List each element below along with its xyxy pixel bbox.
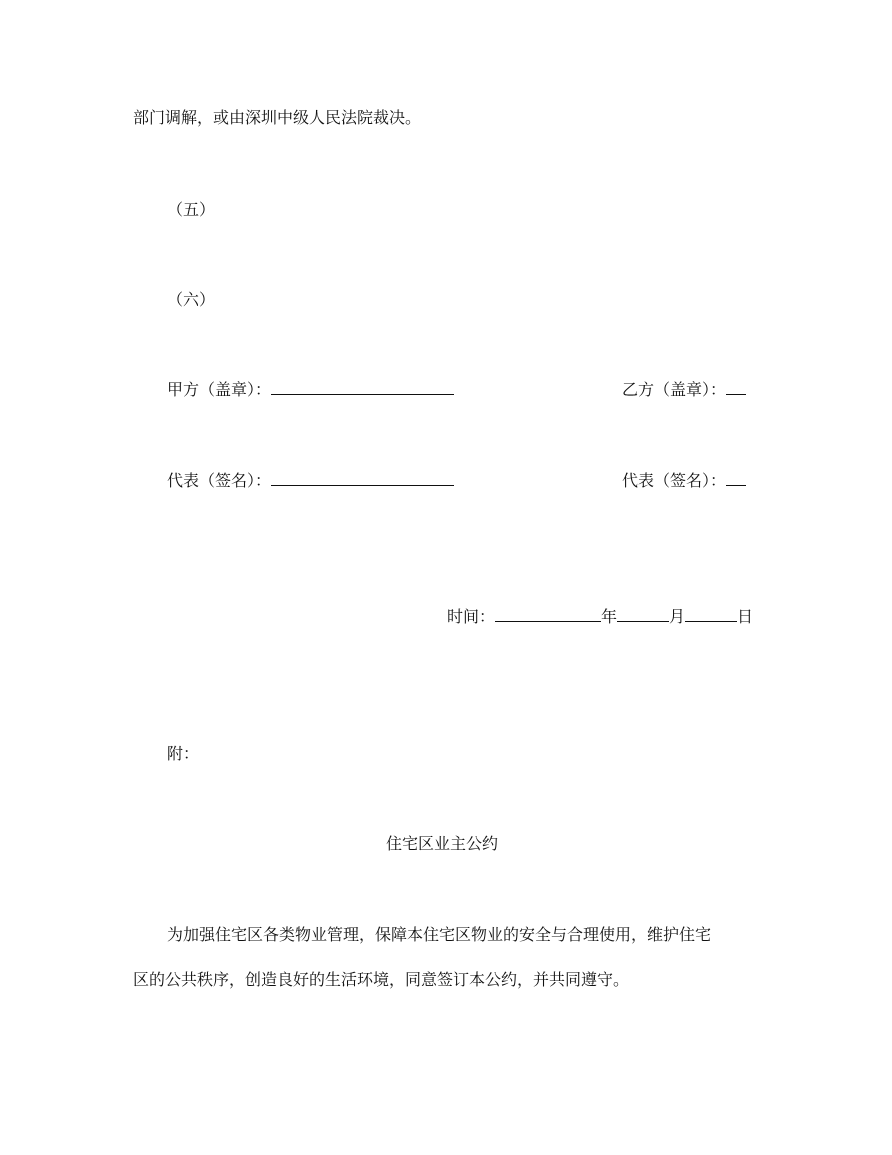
day-label: 日 <box>737 607 754 626</box>
intro-paragraph-line2: 区的公共秩序，创造良好的生活环境，同意签订本公约，并共同遵守。 <box>133 970 630 989</box>
item-six: （六） <box>167 290 216 309</box>
rep-a-row <box>167 471 454 491</box>
rep-a-signature-blank[interactable] <box>271 471 454 486</box>
intro-paragraph-line1: 为加强住宅区各类物业管理，保障本住宅区物业的安全与合理使用，维护住宅 <box>167 925 712 944</box>
convention-title: 住宅区业主公约 <box>386 834 499 853</box>
time-label: 时间： <box>447 607 496 626</box>
item-five: （五） <box>167 200 216 219</box>
party-a-seal-row <box>167 380 454 400</box>
party-b-seal-label: 乙方（盖章）： <box>622 380 727 399</box>
year-label: 年 <box>601 607 618 626</box>
rep-b-row <box>622 471 746 491</box>
continuation-text: 部门调解，或由深圳中级人民法院裁决。 <box>133 108 422 127</box>
rep-b-signature-blank[interactable] <box>726 471 746 486</box>
rep-b-label: 代表（签名）： <box>622 471 727 490</box>
party-b-seal-blank[interactable] <box>726 380 746 395</box>
party-a-seal-label: 甲方（盖章）： <box>167 380 272 399</box>
party-b-seal-row <box>622 380 746 400</box>
month-label: 月 <box>669 607 686 626</box>
day-blank[interactable] <box>685 607 737 622</box>
party-a-seal-blank[interactable] <box>271 380 454 395</box>
month-blank[interactable] <box>617 607 669 622</box>
rep-a-label: 代表（签名）： <box>167 471 272 490</box>
year-blank[interactable] <box>495 607 601 622</box>
time-row <box>447 607 753 627</box>
attachment-label: 附： <box>167 744 200 763</box>
